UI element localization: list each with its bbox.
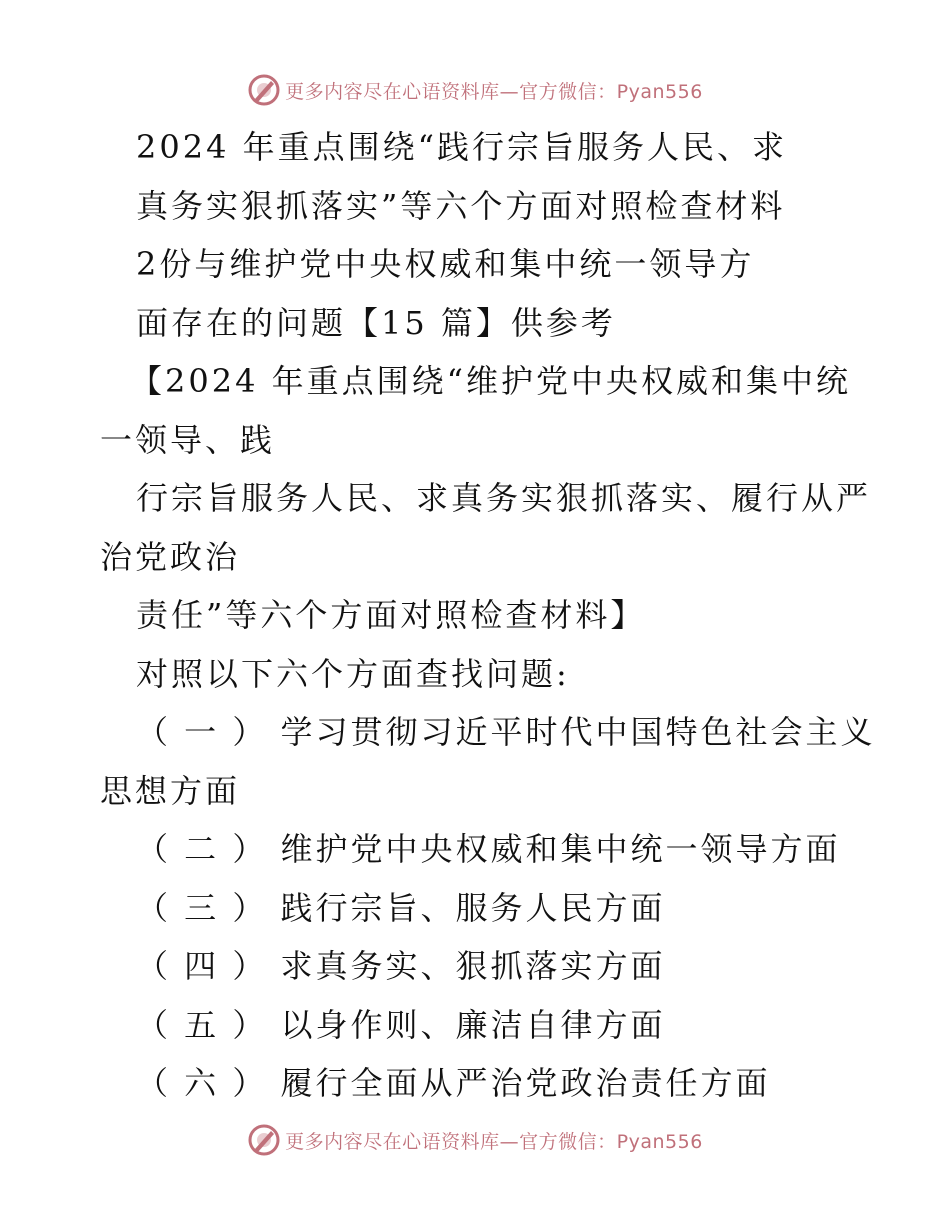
title-line-4: 面存在的问题【15 篇】供参考	[136, 303, 616, 342]
list-item-4: （ 四 ） 求真务实、狠抓落实方面	[136, 947, 666, 985]
paragraph-line-8: 治党政治	[100, 537, 241, 576]
paragraph-line-9: 责任”等六个方面对照检查材料】	[136, 596, 646, 634]
footer-banner	[0, 1120, 950, 1160]
list-item-1: （ 一 ） 学习贯彻习近平时代中国特色社会主义	[136, 713, 876, 751]
list-item-3: （ 三 ） 践行宗旨、服务人民方面	[136, 888, 666, 927]
document-body	[100, 118, 876, 1113]
list-item-2: （ 二 ） 维护党中央权威和集中统一领导方面	[136, 830, 841, 868]
footer-banner-text: 更多内容尽在心语资料库—官方微信：Pyan556	[285, 1130, 703, 1153]
list-item-6: （ 六 ） 履行全面从严治党政治责任方面	[136, 1064, 771, 1102]
title-line-3: 2份与维护党中央权威和集中统一领导方	[136, 245, 755, 283]
title-line-1: 2024 年重点围绕“践行宗旨服务人民、求	[136, 128, 787, 166]
header-banner	[0, 70, 950, 110]
title-line-2: 真务实狠抓落实”等六个方面对照检查材料	[136, 186, 786, 225]
paragraph-line-5: 【2024 年重点围绕“维护党中央权威和集中统	[130, 362, 851, 400]
intro-line: 对照以下六个方面查找问题:	[136, 654, 570, 693]
pen-circle-logo-icon	[247, 73, 281, 107]
list-item-5: （ 五 ） 以身作则、廉洁自律方面	[136, 1005, 666, 1044]
list-item-1-continued: 思想方面	[100, 771, 241, 810]
pen-circle-logo-icon	[247, 1123, 281, 1157]
paragraph-line-6: 一领导、践	[100, 420, 276, 459]
paragraph-line-7: 行宗旨服务人民、求真务实狠抓落实、履行从严	[136, 479, 872, 517]
header-banner-text: 更多内容尽在心语资料库—官方微信：Pyan556	[285, 80, 703, 103]
